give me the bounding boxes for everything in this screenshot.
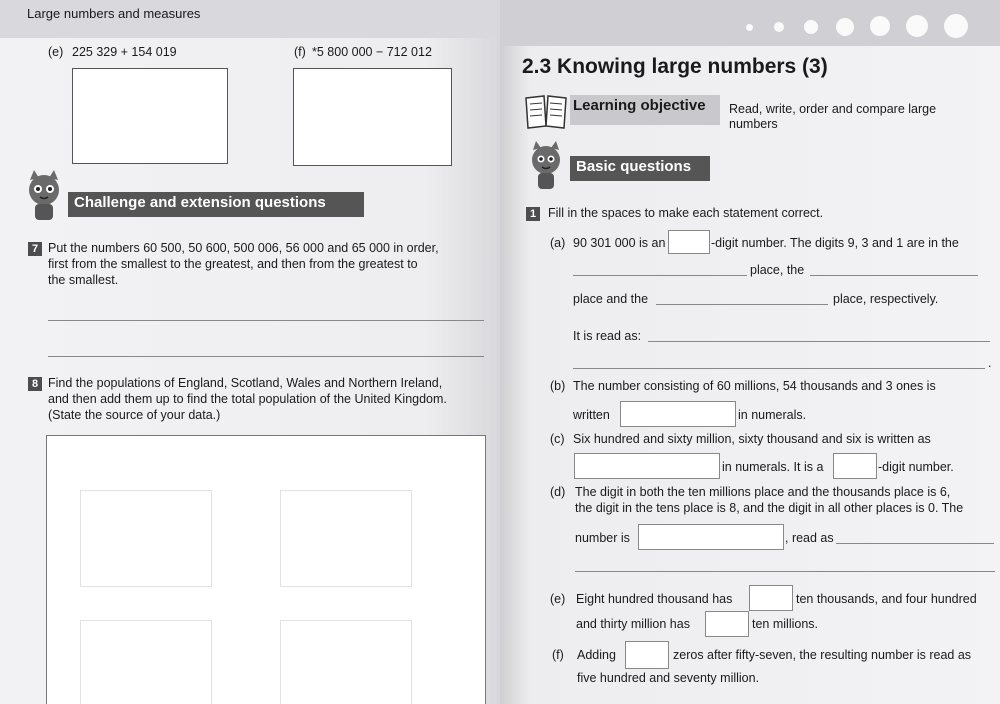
learning-objective-label: Learning objective xyxy=(573,97,706,114)
q1c-text-2: in numerals. It is a xyxy=(722,460,824,474)
q1a-text-6: It is read as: xyxy=(573,329,642,343)
q7-answer-line-2[interactable] xyxy=(48,356,484,357)
q1d-number-box[interactable] xyxy=(638,524,784,550)
q1c-numeral-box[interactable] xyxy=(574,453,720,479)
q1f-label: (f) xyxy=(552,648,564,662)
section-title: 2.3 Knowing large numbers (3) xyxy=(522,55,828,78)
right-page xyxy=(500,0,1000,704)
q8-line-1: Find the populations of England, Scotland, Wales and Northern Ireland, xyxy=(48,376,443,390)
decor-dot xyxy=(746,24,753,31)
q7-number: 7 xyxy=(28,242,42,256)
q1c-text-1: Six hundred and sixty million, sixty thousand and six is written as xyxy=(573,432,931,446)
q1c-label: (c) xyxy=(550,432,565,446)
q1-instruction: Fill in the spaces to make each statement correct. xyxy=(548,206,824,220)
q1a-text-5: place, respectively. xyxy=(833,292,939,306)
q1e-text-1: Eight hundred thousand has xyxy=(576,592,733,606)
decor-dot xyxy=(836,18,854,36)
q1e-text-4: ten millions. xyxy=(752,617,818,631)
q1b-text-3: in numerals. xyxy=(738,408,807,422)
basic-questions-label: Basic questions xyxy=(570,156,710,181)
q1a-text-3: place, the xyxy=(750,263,805,277)
q1b-text-1: The number consisting of 60 millions, 54 thousands and 3 ones is xyxy=(573,379,936,393)
q1b-text-2: written xyxy=(573,408,610,422)
q1b-label: (b) xyxy=(550,379,566,393)
showthrough-box xyxy=(80,620,212,704)
q8-line-2: and then add them up to find the total population of the United Kingdom. xyxy=(48,392,447,406)
cat-mascot-icon xyxy=(16,168,72,224)
exercise-f-label: (f) xyxy=(294,45,306,59)
answer-box-e[interactable] xyxy=(72,68,228,164)
learning-objective-line-1: Read, write, order and compare large xyxy=(729,102,937,116)
exercise-f-expression: *5 800 000 − 712 012 xyxy=(312,45,432,59)
q1a-end-dot: . xyxy=(988,356,992,370)
q1a-place-line-2[interactable] xyxy=(810,275,978,276)
q1e-label: (e) xyxy=(550,592,566,606)
q1e-box-1[interactable] xyxy=(749,585,793,611)
q8-number: 8 xyxy=(28,377,42,391)
q1d-text-1: The digit in both the ten millions place and the thousands place is 6, xyxy=(575,485,951,499)
decor-dot xyxy=(804,20,818,34)
q1e-box-2[interactable] xyxy=(705,611,749,637)
showthrough-box xyxy=(280,620,412,704)
q1f-text-2: zeros after fifty-seven, the resulting number is read as xyxy=(673,648,972,662)
exercise-e-label: (e) xyxy=(48,45,64,59)
q1d-label: (d) xyxy=(550,485,566,499)
q1a-text-2: -digit number. The digits 9, 3 and 1 are in the xyxy=(711,236,959,250)
q1a-text-4: place and the xyxy=(573,292,649,306)
q7-answer-line-1[interactable] xyxy=(48,320,484,321)
q1a-label: (a) xyxy=(550,236,566,250)
cat-mascot-icon xyxy=(524,140,570,192)
q7-line-3: the smallest. xyxy=(48,273,119,287)
q1d-read-line-1[interactable] xyxy=(836,543,994,544)
answer-box-f[interactable] xyxy=(293,68,452,166)
q1a-place-line-1[interactable] xyxy=(573,275,747,276)
challenge-title: Challenge and extension questions xyxy=(68,192,364,217)
q1d-read-line-2[interactable] xyxy=(575,571,995,572)
q1f-text-1: Adding xyxy=(577,648,616,662)
decor-dot xyxy=(906,15,928,37)
q1a-digit-box[interactable] xyxy=(668,230,710,254)
q1f-box[interactable] xyxy=(625,641,669,669)
showthrough-box xyxy=(280,490,412,587)
q8-line-3: (State the source of your data.) xyxy=(48,408,221,422)
decor-dot xyxy=(870,16,890,36)
decor-dot xyxy=(774,22,784,32)
q1a-text-1: 90 301 000 is an xyxy=(573,236,666,250)
q7-line-1: Put the numbers 60 500, 50 600, 500 006, 56 000 and 65 000 in order, xyxy=(48,241,439,255)
q1d-text-4: , read as xyxy=(785,531,834,545)
q1-number: 1 xyxy=(526,207,540,221)
decor-dot xyxy=(944,14,968,38)
q1e-text-3: and thirty million has xyxy=(576,617,690,631)
q1f-text-3: five hundred and seventy million. xyxy=(577,671,760,685)
q1b-numeral-box[interactable] xyxy=(620,401,736,427)
q1c-text-3: -digit number. xyxy=(878,460,954,474)
q1a-read-line-1[interactable] xyxy=(648,341,990,342)
q1c-digit-box[interactable] xyxy=(833,453,877,479)
learning-objective-line-2: numbers xyxy=(729,117,778,131)
open-book-icon xyxy=(524,92,568,130)
q1d-text-3: number is xyxy=(575,531,630,545)
q7-line-2: first from the smallest to the greatest, and then from the greatest to xyxy=(48,257,418,271)
q1a-place-line-3[interactable] xyxy=(656,304,828,305)
q1a-read-line-2[interactable] xyxy=(573,368,985,369)
showthrough-box xyxy=(80,490,212,587)
q1d-text-2: the digit in the tens place is 8, and the digit in all other places is 0. The xyxy=(575,501,964,515)
q1e-text-2: ten thousands, and four hundred xyxy=(796,592,977,606)
running-header: Large numbers and measures xyxy=(27,6,201,21)
exercise-e-expression: 225 329 + 154 019 xyxy=(72,45,177,59)
